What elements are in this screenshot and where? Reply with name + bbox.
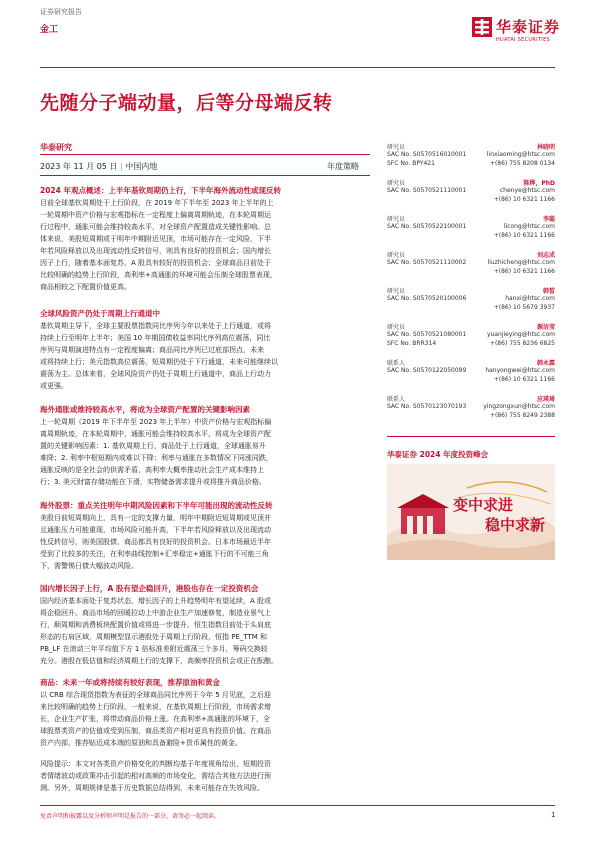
analyst-card: 研究员 韩晳 SAC No. S0570520100006 hanxi@htsc.com +(86) 10 5679 3937 [387, 288, 555, 311]
meta-divider [40, 175, 370, 176]
analyst-card: 研究员 林晓明 SAC No. S0570516010001 linxiaoming@htsc.com SFC No. BPY421 +(86) 755 8208 0134 [387, 144, 555, 167]
section-heading-overview: 2024 年观点概述：上半年基钦周期仍上行，下半年海外流动性或现反转 [40, 186, 281, 195]
banner-slogan-left: 变中求进 [453, 496, 514, 514]
huatai-logo-mark-icon [472, 17, 492, 37]
section-body-inflation: 上一轮周期（2019 年下半年至 2023 年上半年）中资产价格与宏观指标偏 离周期轨迹，在本轮周期中，通胀可能会维持较高水平，将成为全球资产配 置的关键影响因素：1. 基钦周期上行，商品处于上行通道，全球通胀易升 难降；2. 利率中枢短期内或难以下降：利率与通胀在多数情况下同涨同跌， 通胀反映的是全社会的供需矛盾，高利率大概率推动社会生产成本维持上 行；3. 美元财富存储功能在下滑，实物储备需求提升或将推升商品价格。 [40, 418, 273, 486]
section-body-global-risk: 基钦周期主导下，全球主要股票指数同比序列今年以来处于上行通道，或将 持续上行至明年上半年；美国 10 年期国债收益率同比序列高位震荡，同比 序列与周期演进特点有一定程度偏离；商品同比序列已过底部拐点，未来 或将持续上行；美元指数高位震荡，短周期仍处于下行通道，未来可能继续以 震荡为主。总体来看，全球风险资产仍处于周期上行通道中，商品上行动力 或更强。 [40, 322, 278, 390]
institute-divider [40, 154, 370, 155]
logo-text-cn: 华泰证券 [496, 18, 561, 36]
section-heading-commodities: 商品：未来一年或将持续有较好表现，推荐原油和黄金 [40, 678, 220, 687]
report-date-region: 2023 年 11 月 05 日 | 中国内地 [40, 162, 158, 171]
section-body-overseas-stocks: 美股目前短周期向上，具有一定的支撑力量，明年中期附近短周期或见顶并 且通胀压力可能重现，市场风险可能升高，下半年若风险释放以及出现流动 性反转信号，则美国股债、商品都具有良好的投资机会。日本市场最近半年 受到了比较多的关注，在利率曲线控制+汇率稳定+通胀下行的不可能三角 下，需警惕日债大幅波动风险。 [40, 514, 271, 570]
header-divider [40, 67, 555, 68]
institute-name: 华泰研究 [40, 143, 72, 152]
analyst-card: 研究员 李聪 SAC No. S0570522100001 licong@htsc.com +(86) 10 6321 1166 [387, 216, 555, 239]
report-section: 金工 [40, 25, 59, 35]
footer-divider [40, 805, 555, 806]
banner-slogan-right: 稳中求新 [485, 516, 546, 534]
section-body-domestic: 国内经济基本面处于复苏状态，增长因子的上升趋势明年有望延续，A 股或 将企稳回升。商品市场的回暖拉动上中游企业生产加速修复，制造业景气上 行，顺周期和消费板块配置价值或将进一步提升。恒生指数目前处于头肩底 形态的右肩区域，周期模型显示港股处于周期上行阶段，恒指 PE_TTM 和 PB_LF 在滚动三年平均值下方 1 倍标准差附近震荡三个多月，筹码交换较 充分。港股在低估值和经济周期上行的支撑下，高频率投资机会或正在酝酿。 [40, 597, 278, 665]
section-heading-overseas-stocks: 海外股票：重点关注明年中期风险因素和下半年可能出现的流动性反转 [40, 501, 273, 510]
risk-warning: 风险提示：本文对各类资产价格变化的判断均基于年度视角给出，短期投资 者情绪波动或政策冲击引起的相对高频的市场变化，需结合其他方法进行预 测。另外，周期规律是基于历史数据总结得到，未来可能存在失效风险。 [40, 760, 271, 792]
section-heading-global-risk: 全球风险资产仍处于周期上行通道中 [40, 309, 160, 318]
analyst-card: 研究员 陈烨，PhD SAC No. S0570521110001 chenye@htsc.com +(86) 10 6321 1166 [387, 180, 555, 203]
conference-banner [387, 464, 555, 560]
sidebar-divider [387, 436, 555, 437]
report-region: 中国内地 [125, 162, 158, 171]
contact-card: 联系人 韩永霖 SAC No. S0570122050099 hanyongwei@htsc.com +(86) 10 6321 1166 [387, 360, 555, 383]
analyst-card: 研究员 源洁莹 SAC No. S0570521080001 yuanjieying@htsc.com SFC No. BRR314 +(86) 755 8236 6825 [387, 324, 555, 347]
report-date: 2023 年 11 月 05 日 [40, 162, 118, 171]
analyst-card: 研究员 刘志成 SAC No. S0570521110002 liuzhicheng@htsc.com +(86) 10 6321 1166 [387, 252, 555, 275]
disclaimer-note: 免责声明和披露以及分析师声明是报告的一部分，请务必一起阅读。 [40, 813, 221, 820]
contact-card: 联系人 应瑛琦 SAC No. S0570123070193 yingzongxun@htsc.com +(86) 755 8249 2388 [387, 396, 555, 419]
report-title: 先随分子端动量，后等分母端反转 [40, 92, 333, 114]
section-heading-domestic: 国内增长因子上行，A 股有望企稳回升，港股也存在一定投资机会 [40, 584, 259, 593]
logo-text-en: HUATAI SECURITIES [496, 37, 550, 43]
page-number: 1 [551, 811, 556, 819]
report-category: 证券研究报告 [40, 8, 82, 16]
huatai-logo [472, 15, 592, 55]
section-body-overview: 目前全球基钦周期处于上行阶段，在 2019 年下半年至 2023 年上半年的上 一轮周期中资产价格与宏观指标在一定程度上偏离周期轨迹，在本轮周期运 行过程中，通胀可能会维持较高水平，对全球资产配置造成关键性影响。总 体来说，美股短周期或于明年中期附近见顶，市场可能存在一定风险，下半 年若风险释放以及出现流动性反转信号，则具有良好的投资机会；国内增长 因子上行，随着基本面复苏，A 股具有较好的投资机会；全球商品目前处于 比较明确的趋势上行阶段，高利率+高通胀的环境可能会压制全球股票表现， 商品相较之下配置价值更高。 [40, 199, 277, 291]
conference-title: 华泰证券 2024 年度投资峰会 [387, 450, 489, 459]
section-heading-inflation: 海外通胀或维持较高水平，将成为全球资产配置的关键影响因素 [40, 405, 250, 414]
section-body-commodities: 以 CRB 综合现货指数为表征的全球商品同比序列于今年 5 月见底，之后迎 来比较明确的趋势上行阶段。一般来说，在基钦周期上行阶段，市场需求增 长，企业生产扩张，将带动商品价格上涨。在高利率+高通胀的环境下，全 球股票类资产的估值或受到压制，商品类资产相对更具有投资价值。在商品 资产内部，推荐贴近成本端的原油和具备避险+货币属性的黄金。 [40, 691, 271, 747]
report-type: 年度策略 [327, 162, 359, 171]
